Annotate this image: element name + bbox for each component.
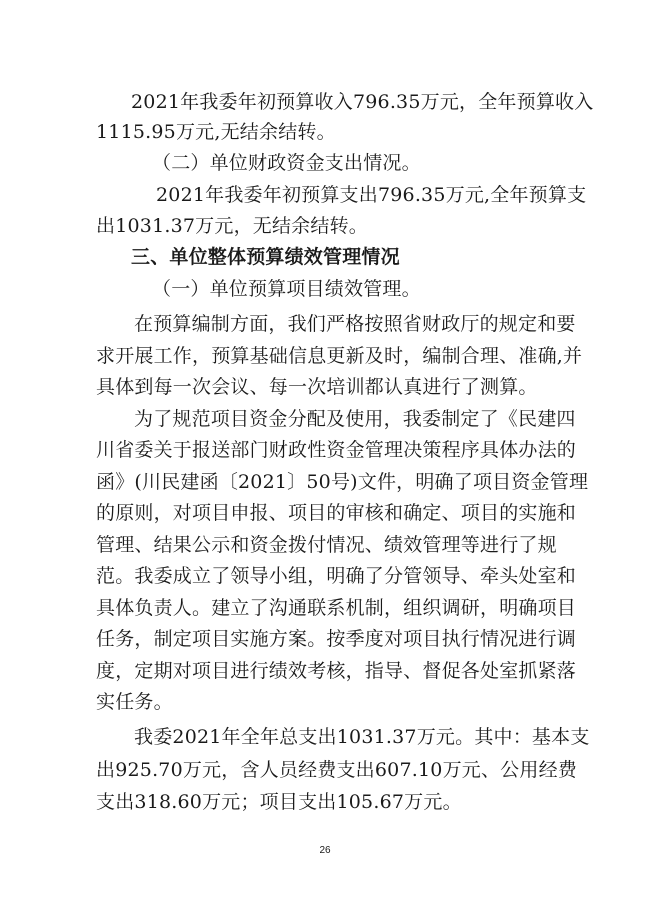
- text-line-23: 支出318.60万元；项目支出105.67万元。: [96, 791, 462, 813]
- subheading-unit-expenditure: （二）单位财政资金支出情况。: [152, 152, 421, 174]
- text-line-17: 具体负责人。建立了沟通联系机制，组织调研，明确项目: [96, 597, 577, 619]
- text-line-21: 我委2021年全年总支出1031.37万元。其中：基本支: [134, 726, 590, 748]
- text-line-9: 求开展工作，预算基础信息更新及时，编制合理、准确,并: [96, 345, 583, 367]
- text-line-20: 实任务。: [96, 691, 173, 713]
- text-line-12: 川省委关于报送部门财政性资金管理决策程序具体办法的: [96, 439, 577, 461]
- section-heading-performance: 三、单位整体预算绩效管理情况: [131, 246, 400, 268]
- text-line-8: 在预算编制方面，我们严格按照省财政厅的规定和要: [134, 313, 576, 335]
- text-line-10: 具体到每一次会议、每一次培训都认真进行了测算。: [96, 376, 538, 398]
- text-line-11: 为了规范项目资金分配及使用，我委制定了《民建四: [134, 408, 576, 430]
- subheading-project-performance: （一）单位预算项目绩效管理。: [152, 278, 421, 300]
- text-line-13: 函》(川民建函〔2021〕50号)文件，明确了项目资金管理: [96, 471, 589, 493]
- text-line-14: 的原则，对项目申报、项目的审核和确定、项目的实施和: [96, 502, 577, 524]
- text-line-16: 范。我委成立了领导小组，明确了分管领导、牵头处室和: [96, 565, 577, 587]
- text-line-5: 出1031.37万元，无结余结转。: [96, 215, 368, 237]
- text-line-18: 任务，制定项目实施方案。按季度对项目执行情况进行调: [96, 628, 577, 650]
- text-line-4: 2021年我委年初预算支出796.35万元,全年预算支: [156, 184, 587, 206]
- text-line-19: 度，定期对项目进行绩效考核，指导、督促各处室抓紧落: [96, 660, 577, 682]
- page-number: 26: [319, 845, 331, 856]
- text-line-1: 2021年我委年初预算收入796.35万元，全年预算收入: [131, 91, 594, 113]
- text-line-2: 1115.95万元,无结余结转。: [96, 121, 336, 143]
- text-line-22: 出925.70万元，含人员经费支出607.10万元、公用经费: [96, 759, 577, 781]
- text-line-15: 管理、结果公示和资金拨付情况、绩效管理等进行了规: [96, 534, 557, 556]
